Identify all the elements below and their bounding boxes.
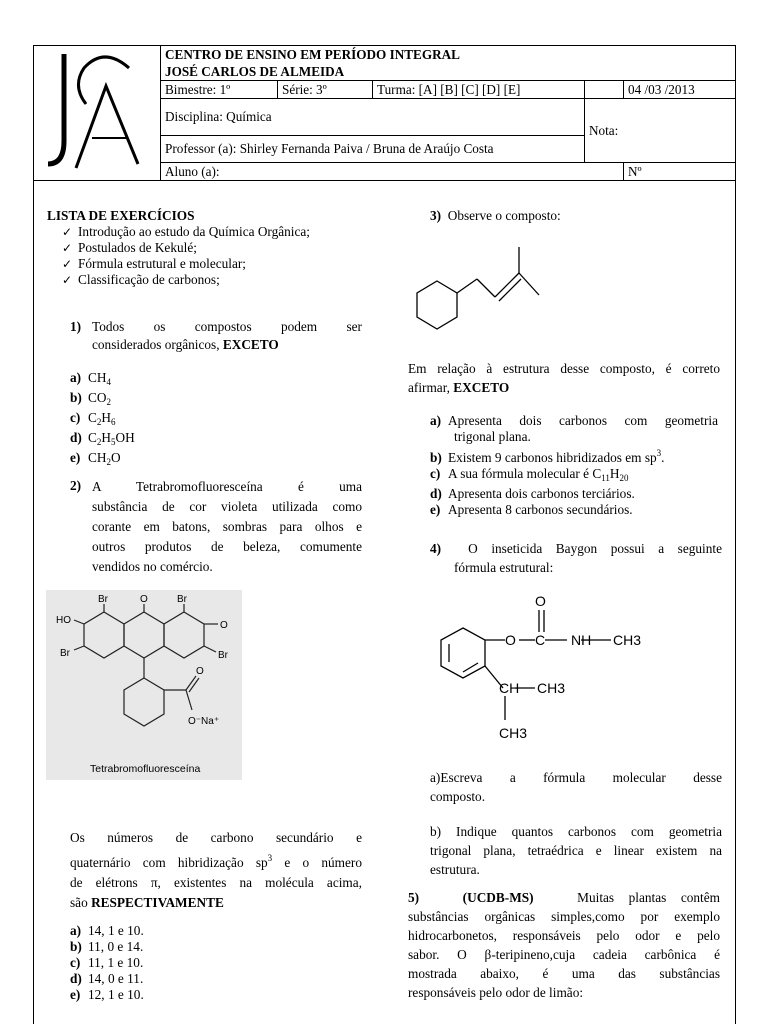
- tetrabromofluoresceina-figure: [46, 590, 242, 780]
- q2-number: 2): [70, 478, 82, 493]
- fig-br-label: Br: [177, 594, 187, 605]
- list-title: LISTA DE EXERCÍCIOS: [47, 208, 195, 223]
- aluno-cell: Aluno (a):: [161, 163, 624, 181]
- q1-option-e: e) $CH_2O$: [70, 450, 121, 467]
- disciplina-cell: Disciplina: Química: [161, 99, 585, 136]
- nota-cell: Nota:: [585, 99, 736, 163]
- q1-number: 1): [70, 319, 82, 334]
- q3-option-c: c) A sua fórmula molecular é $C_{11}H_{20}$: [430, 466, 629, 483]
- school-logo: [34, 46, 161, 181]
- school-name-line1: CENTRO DE ENSINO EM PERÍODO INTEGRAL: [161, 46, 736, 64]
- fig-caption: Tetrabromofluoresceína: [90, 763, 201, 775]
- topic-item: ✓ Introdução ao estudo da Química Orgânica;: [62, 224, 310, 240]
- q1-option-b: b) $CO_2$: [70, 390, 111, 407]
- q1-option-d: d) $C_2H_5OH$: [70, 430, 135, 447]
- date-cell: 04 /03 /2013: [624, 81, 736, 99]
- fig-o-label: O: [140, 594, 148, 605]
- q2-options: [70, 923, 144, 1003]
- q4-part-b: b) Indique quantos carbonos com geometria trigonal plana, tetraédrica e linear existem na estrutura.: [430, 824, 722, 877]
- q1-line1: Todos os compostos podem ser: [92, 319, 362, 334]
- fig-br-label: Br: [218, 650, 228, 661]
- numero-cell: Nº: [624, 163, 736, 181]
- baygon-o: O: [505, 632, 516, 648]
- q1-option-c: c) $C_2H_6$: [70, 410, 116, 427]
- q5-text: 5) (UCDB-MS) Muitas plantas contêm substâncias orgânicas simples,como por exemplo hidrocarbonetos, responsáveis pelo odor e pelo sabor. O β-teripineno,cuja cadeia carbônica é mostrada abaixo, é uma das substâncias responsáveis pelo odor de limão:: [408, 890, 720, 1000]
- school-name-line2: JOSÉ CARLOS DE ALMEIDA: [161, 63, 736, 81]
- baygon-ch3: CH3: [537, 680, 566, 696]
- q4-part-a: a)Escreva a fórmula molecular desse composto.: [430, 770, 722, 804]
- jca-logo-icon: [34, 46, 160, 176]
- q3-option-b: b) Existem 9 carbonos hibridizados em $sp^3$.: [430, 448, 665, 465]
- header-table: [33, 45, 736, 181]
- topic-list: [62, 224, 310, 288]
- q3-header: 3) Observe o composto:: [430, 208, 561, 223]
- q4-text: 4) O inseticida Baygon possui a seguinte fórmula estrutural:: [430, 541, 722, 575]
- topic-item: ✓ Postulados de Kekulé;: [62, 240, 310, 256]
- q3-option-a: a) Apresenta dois carbonos com geometria: [430, 413, 718, 428]
- q1-line2: considerados orgânicos, EXCETO: [92, 337, 279, 352]
- fig-o-label: O: [196, 666, 204, 677]
- q3-option-d: d) Apresenta dois carbonos terciários.: [430, 486, 635, 501]
- baygon-nh: NH: [571, 632, 592, 648]
- baygon-o-top: O: [535, 593, 546, 609]
- q2-option-a: a) 14, 1 e 10.: [70, 923, 144, 938]
- serie-cell: Série: 3º: [278, 81, 373, 99]
- baygon-ch: CH: [499, 680, 520, 696]
- topic-item: ✓ Fórmula estrutural e molecular;: [62, 256, 310, 272]
- bimestre-cell: Bimestre: 1º: [161, 81, 278, 99]
- q2-option-c: c) 11, 1 e 10.: [70, 955, 144, 970]
- q2-option-b: b) 11, 0 e 14.: [70, 939, 144, 954]
- fig-br-label: Br: [60, 648, 70, 659]
- baygon-ch3: CH3: [499, 725, 528, 741]
- q2-text: A Tetrabromofluoresceína é uma substância de cor violeta utilizada como corante em batons, sombras para olhos e outros produtos de beleza, comumente vendidos no comércio.: [92, 479, 362, 574]
- baygon-structure: [425, 588, 675, 743]
- q3-stem: Em relação à estrutura desse composto, é correto afirmar, EXCETO: [408, 361, 720, 395]
- q2-option-d: d) 14, 0 e 11.: [70, 971, 144, 986]
- q3-option-e: e) Apresenta 8 carbonos secundários.: [430, 502, 633, 517]
- q2-question: Os números de carbono secundário e quaternário com hibridização $sp^3$ e o número de elétrons π, existentes na molécula acima, são RESPECTIVAMENTE: [70, 830, 362, 910]
- fig-o-label: O: [220, 620, 228, 631]
- q1-option-a: a) $CH_4$: [70, 370, 111, 387]
- fig-ona-label: O⁻Na⁺: [188, 716, 220, 727]
- q3-structure: [405, 243, 545, 338]
- topic-item: ✓ Classificação de carbonos;: [62, 272, 310, 288]
- turma-cell: Turma: [A] [B] [C] [D] [E]: [373, 81, 585, 99]
- professor-cell: Professor (a): Shirley Fernanda Paiva / Bruna de Araújo Costa: [161, 136, 585, 163]
- q2-option-e: e) 12, 1 e 10.: [70, 987, 144, 1002]
- fig-ho-label: HO: [56, 615, 71, 626]
- baygon-c: C: [535, 632, 546, 648]
- fig-br-label: Br: [98, 594, 108, 605]
- q1-options: [70, 370, 135, 470]
- baygon-ch3: CH3: [613, 632, 642, 648]
- q3-options: a) Apresenta dois carbonos com geometria trigonal plana. b) Existem 9 carbonos hibridizados em $sp^3$. c) A sua fórmula molecular é $C_{11}H_{20}$ d) Apresenta dois carbonos terciários. e) Apresenta 8 carbonos secundários.: [430, 413, 722, 518]
